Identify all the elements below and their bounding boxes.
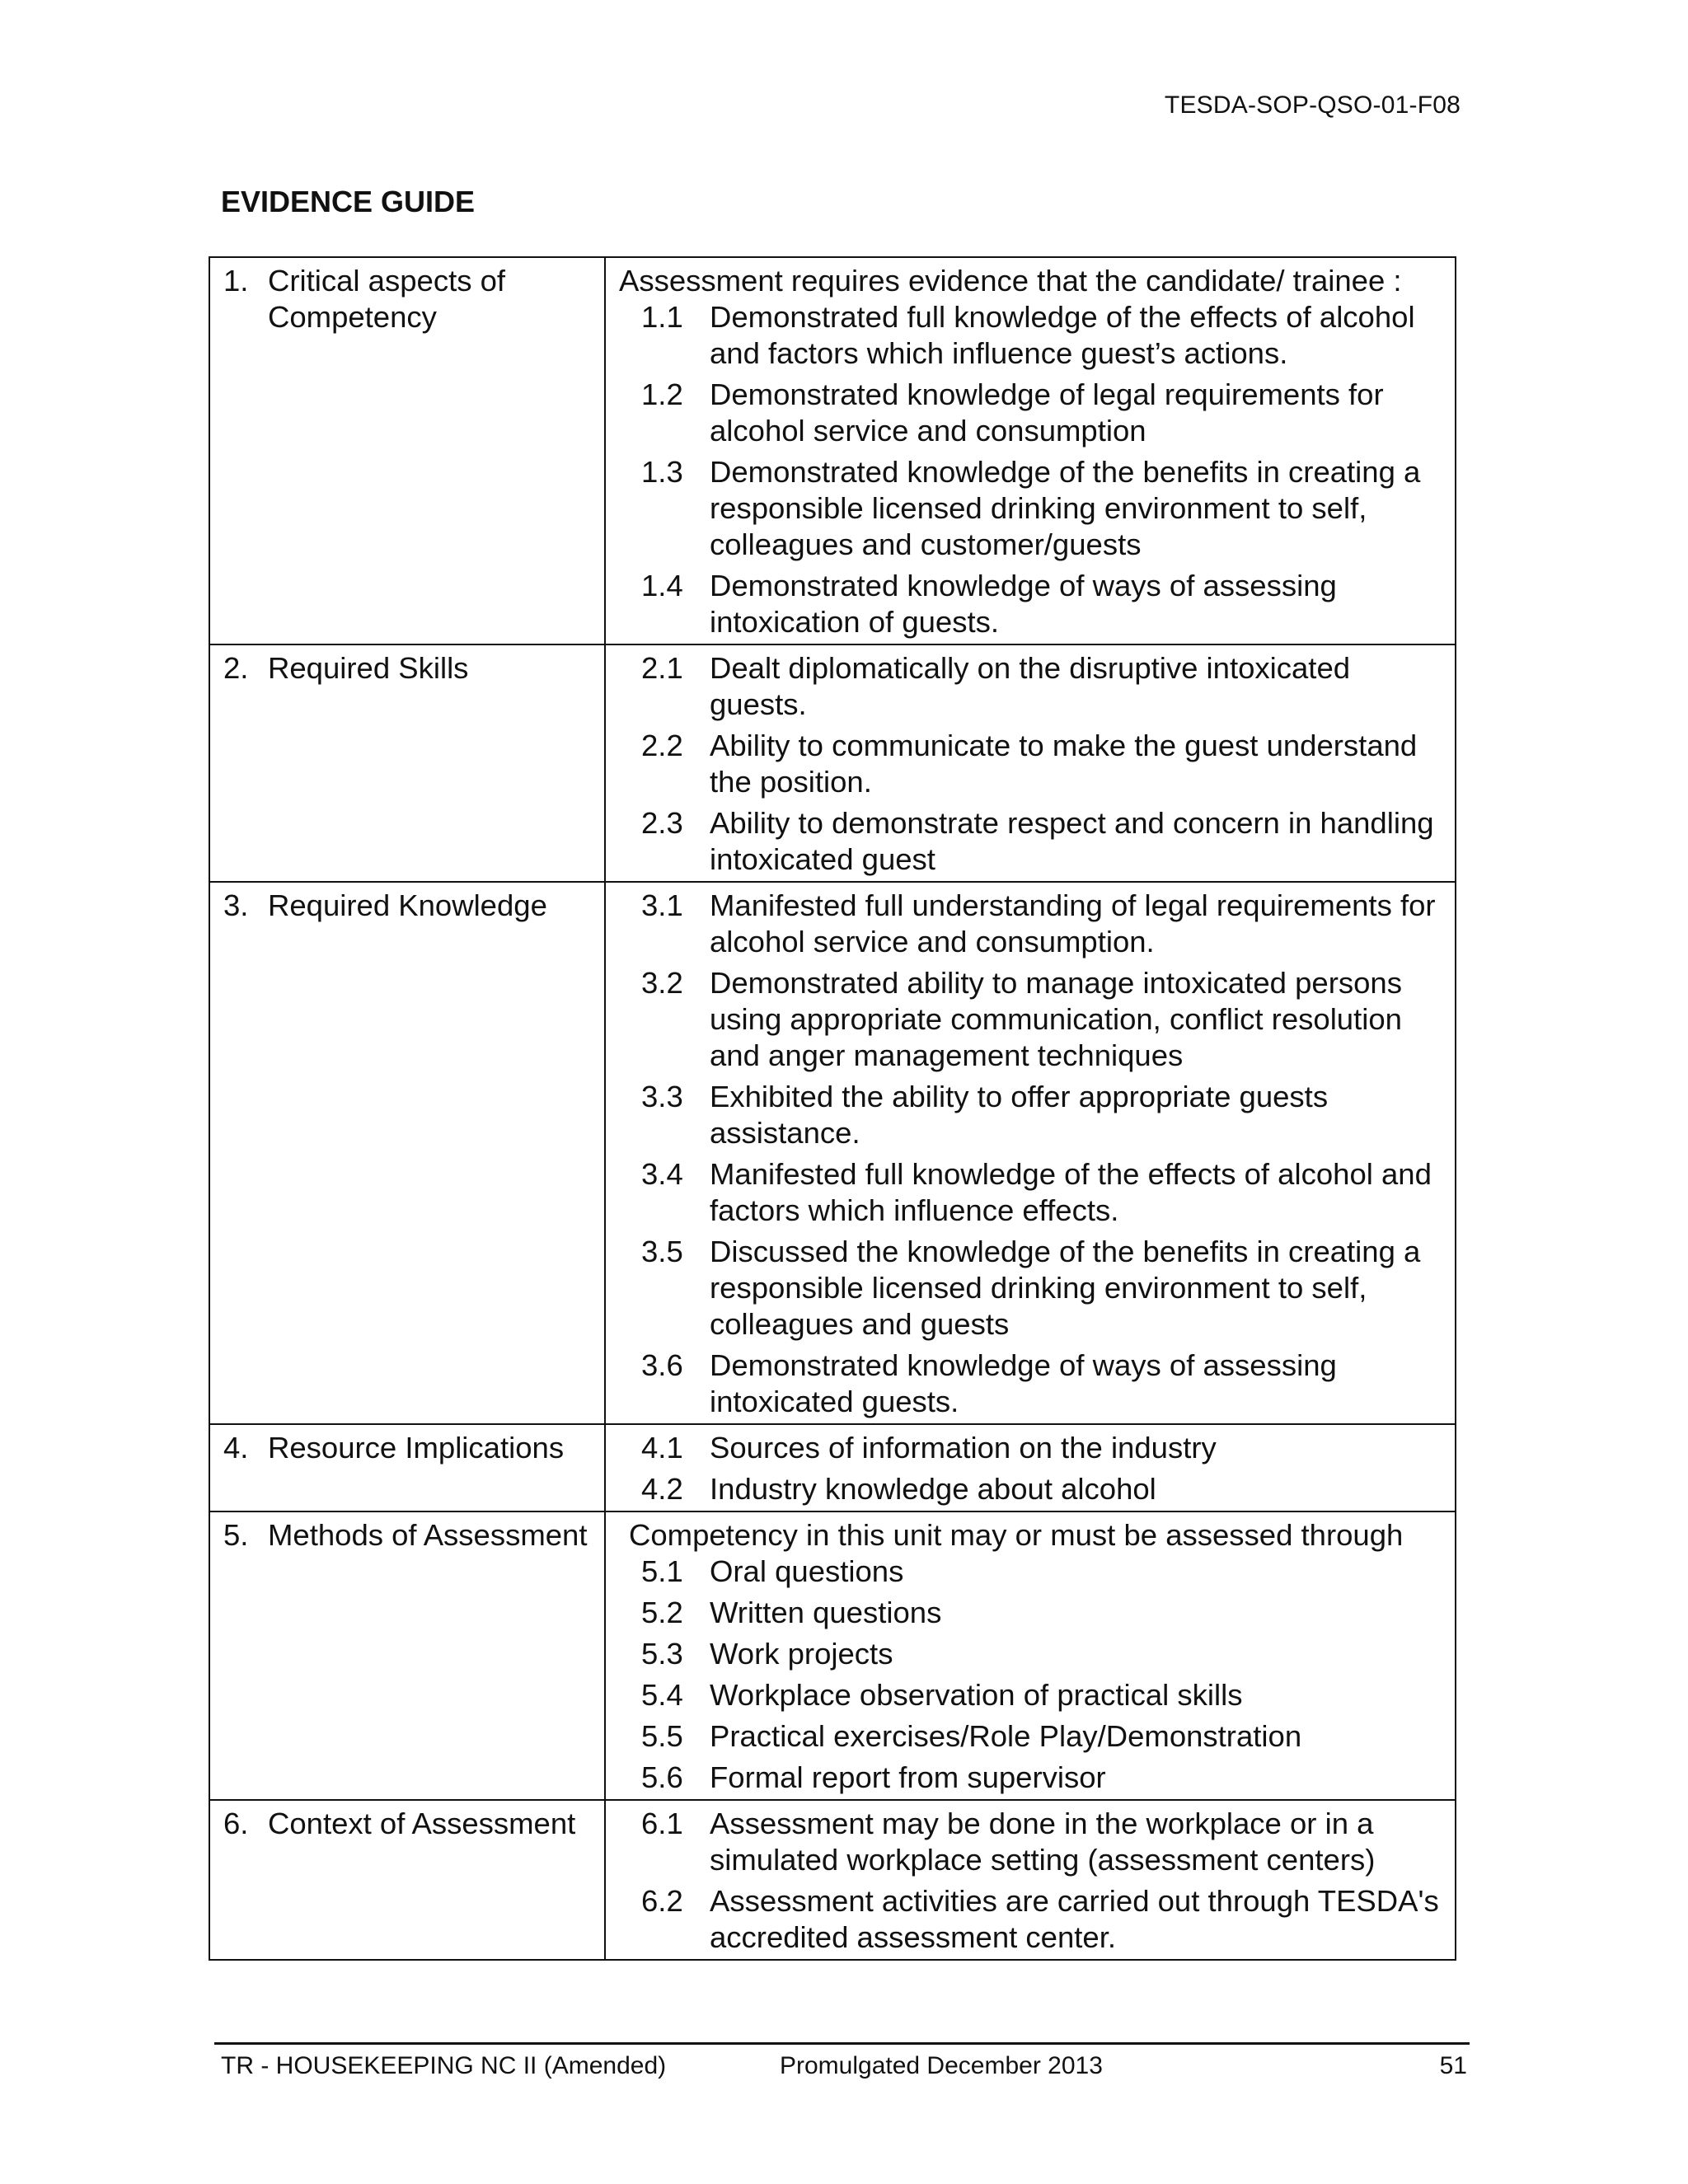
evidence-item-number: 1.2 xyxy=(641,377,683,411)
evidence-item-number: 3.6 xyxy=(641,1348,683,1382)
evidence-item-number: 3.3 xyxy=(641,1080,683,1113)
evidence-item-text: Practical exercises/Role Play/Demonstration xyxy=(710,1719,1302,1753)
evidence-item-number: 5.5 xyxy=(641,1719,683,1753)
evidence-item-number: 3.5 xyxy=(641,1235,683,1268)
evidence-item-text: Manifested full knowledge of the effects of alcohol and factors which influence effects. xyxy=(710,1157,1432,1227)
evidence-item-text: Work projects xyxy=(710,1637,893,1671)
criteria-cell xyxy=(209,1511,605,1800)
evidence-item xyxy=(619,965,1442,1074)
evidence-item-text: Demonstrated knowledge of the benefits in creating a responsible licensed drinking environment to self, colleagues and customer/guests xyxy=(710,455,1421,561)
evidence-item-text: Ability to demonstrate respect and concern in handling intoxicated guest xyxy=(710,806,1434,876)
evidence-item xyxy=(619,1760,1442,1796)
evidence-item xyxy=(619,1677,1442,1713)
evidence-item-text: Discussed the knowledge of the benefits in creating a responsible licensed drinking environment to self, colleagues and guests xyxy=(710,1235,1421,1341)
evidence-item xyxy=(619,1234,1442,1343)
evidence-cell xyxy=(605,257,1456,644)
evidence-item xyxy=(619,1718,1442,1755)
evidence-item-number: 1.3 xyxy=(641,455,683,489)
evidence-cell xyxy=(605,644,1456,882)
evidence-item xyxy=(619,299,1442,372)
guide-row xyxy=(209,1424,1456,1511)
criteria-label: Methods of Assessment xyxy=(268,1518,588,1552)
evidence-guide-table xyxy=(209,256,1456,1961)
criteria-cell xyxy=(209,257,605,644)
criteria-number: 4. xyxy=(223,1431,249,1465)
evidence-item-number: 6.1 xyxy=(641,1807,683,1840)
guide-row xyxy=(209,882,1456,1424)
evidence-item-text: Manifested full understanding of legal requirements for alcohol service and consumption. xyxy=(710,888,1436,958)
criteria-label: Critical aspects of Competency xyxy=(268,264,506,334)
evidence-item-text: Sources of information on the industry xyxy=(710,1431,1217,1465)
evidence-cell xyxy=(605,1424,1456,1511)
evidence-item xyxy=(619,728,1442,800)
evidence-item-number: 3.4 xyxy=(641,1157,683,1191)
evidence-item xyxy=(619,1430,1442,1466)
evidence-item-number: 5.1 xyxy=(641,1554,683,1588)
criteria-cell xyxy=(209,644,605,882)
evidence-item xyxy=(619,1471,1442,1507)
evidence-item-number: 1.1 xyxy=(641,300,683,334)
evidence-item xyxy=(619,1595,1442,1631)
criteria-number: 6. xyxy=(223,1807,249,1840)
evidence-item xyxy=(619,1883,1442,1956)
footer-document-name: TR - HOUSEKEEPING NC II (Amended) xyxy=(221,2052,667,2079)
criteria-number: 1. xyxy=(223,264,249,298)
criteria-cell xyxy=(209,1424,605,1511)
evidence-cell xyxy=(605,882,1456,1424)
evidence-item-number: 4.1 xyxy=(641,1431,683,1465)
evidence-item-number: 6.2 xyxy=(641,1884,683,1918)
criteria-label: Required Skills xyxy=(268,651,469,685)
evidence-item-number: 4.2 xyxy=(641,1472,683,1506)
evidence-item-text: Dealt diplomatically on the disruptive intoxicated guests. xyxy=(710,651,1351,721)
evidence-item-number: 2.1 xyxy=(641,651,683,685)
evidence-item-number: 5.3 xyxy=(641,1637,683,1671)
evidence-item xyxy=(619,1156,1442,1229)
evidence-item-text: Assessment may be done in the workplace or in a simulated workplace setting (assessment centers) xyxy=(710,1807,1376,1877)
evidence-item-number: 5.4 xyxy=(641,1678,683,1712)
evidence-item xyxy=(619,1347,1442,1420)
evidence-item-text: Assessment activities are carried out through TESDA's accredited assessment center. xyxy=(710,1884,1439,1954)
evidence-item xyxy=(619,1079,1442,1151)
evidence-item-text: Ability to communicate to make the guest understand the position. xyxy=(710,729,1418,799)
evidence-item-number: 2.2 xyxy=(641,729,683,762)
criteria-number: 3. xyxy=(223,888,249,922)
evidence-intro: Competency in this unit may or must be assessed through xyxy=(629,1518,1404,1552)
page-number: 51 xyxy=(1439,2052,1467,2079)
evidence-item-text: Workplace observation of practical skills xyxy=(710,1678,1243,1712)
criteria-cell xyxy=(209,1800,605,1960)
evidence-cell xyxy=(605,1800,1456,1960)
evidence-item-text: Demonstrated knowledge of ways of assessing intoxication of guests. xyxy=(710,569,1337,639)
evidence-item-text: Demonstrated knowledge of ways of assessing intoxicated guests. xyxy=(710,1348,1337,1418)
footer-divider xyxy=(214,2042,1470,2045)
guide-row xyxy=(209,257,1456,644)
evidence-cell xyxy=(605,1511,1456,1800)
evidence-item-text: Exhibited the ability to offer appropriate guests assistance. xyxy=(710,1080,1329,1150)
criteria-label: Context of Assessment xyxy=(268,1807,576,1840)
evidence-item-number: 1.4 xyxy=(641,569,683,602)
evidence-item xyxy=(619,1554,1442,1590)
evidence-item-number: 2.3 xyxy=(641,806,683,840)
evidence-item-text: Demonstrated ability to manage intoxicated persons using appropriate communication, conflict resolution and anger management techniques xyxy=(710,966,1402,1072)
guide-row xyxy=(209,1511,1456,1800)
evidence-item xyxy=(619,1806,1442,1878)
evidence-intro: Assessment requires evidence that the candidate/ trainee : xyxy=(619,264,1402,298)
criteria-number: 2. xyxy=(223,651,249,685)
evidence-item xyxy=(619,888,1442,960)
evidence-item xyxy=(619,805,1442,878)
evidence-item-text: Demonstrated knowledge of legal requirements for alcohol service and consumption xyxy=(710,377,1384,448)
evidence-item-number: 5.6 xyxy=(641,1760,683,1794)
evidence-item-number: 3.2 xyxy=(641,966,683,1000)
evidence-item-text: Formal report from supervisor xyxy=(710,1760,1106,1794)
evidence-item-number: 5.2 xyxy=(641,1596,683,1629)
evidence-item xyxy=(619,1636,1442,1672)
guide-row xyxy=(209,1800,1456,1960)
criteria-label: Required Knowledge xyxy=(268,888,547,922)
guide-row xyxy=(209,644,1456,882)
criteria-label: Resource Implications xyxy=(268,1431,565,1465)
evidence-item xyxy=(619,650,1442,723)
evidence-item-number: 3.1 xyxy=(641,888,683,922)
evidence-item-text: Written questions xyxy=(710,1596,942,1629)
criteria-cell xyxy=(209,882,605,1424)
evidence-item-text: Industry knowledge about alcohol xyxy=(710,1472,1156,1506)
evidence-item-text: Demonstrated full knowledge of the effects of alcohol and factors which influence guest’s actions. xyxy=(710,300,1415,370)
evidence-item-text: Oral questions xyxy=(710,1554,904,1588)
section-title: EVIDENCE GUIDE xyxy=(221,185,476,218)
footer-promulgation-date: Promulgated December 2013 xyxy=(780,2052,1103,2079)
criteria-number: 5. xyxy=(223,1518,249,1552)
evidence-item xyxy=(619,454,1442,563)
evidence-item xyxy=(619,568,1442,640)
document-code: TESDA-SOP-QSO-01-F08 xyxy=(1164,91,1461,119)
evidence-item xyxy=(619,377,1442,449)
